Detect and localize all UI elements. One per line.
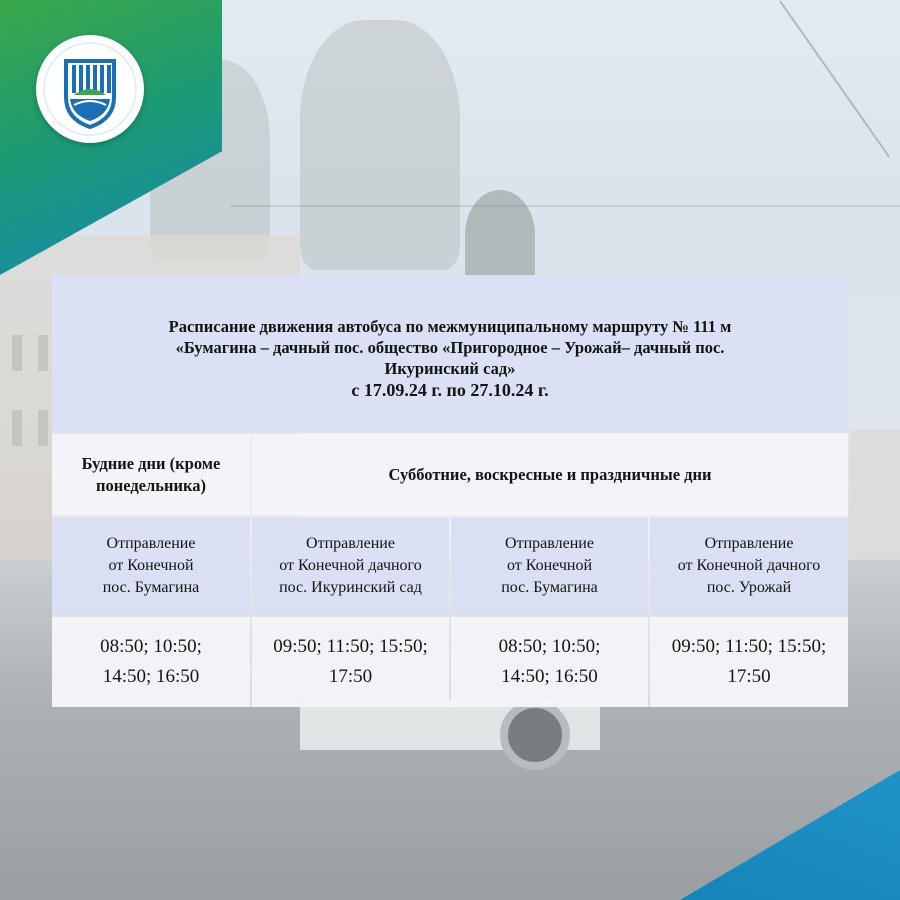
times-cell: 08:50; 10:50; 14:50; 16:50: [52, 617, 250, 707]
column-header-bumagina: Отправление от Конечной пос. Бумагина: [52, 517, 250, 615]
schedule-title: [52, 275, 848, 433]
weekdays-header: Будние дни (кроме понедельника): [52, 435, 250, 515]
column-header-urozhay: Отправление от Конечной дачного пос. Урожай: [650, 517, 848, 615]
schedule-table: [52, 275, 848, 707]
times-cell: 09:50; 11:50; 15:50; 17:50: [252, 617, 449, 707]
times-cell: 09:50; 11:50; 15:50; 17:50: [650, 617, 848, 707]
weekend-header: Субботние, воскресные и праздничные дни: [252, 435, 848, 515]
emblem-shield-icon: [36, 35, 144, 143]
times-cell: 08:50; 10:50; 14:50; 16:50: [451, 617, 648, 707]
column-header-bumagina-weekend: Отправление от Конечной пос. Бумагина: [451, 517, 648, 615]
schedule-dates: с 17.09.24 г. по 27.10.24 г.: [351, 379, 549, 400]
title-line: «Бумагина – дачный пос. общество «Пригородное – Урожай– дачный пос.: [175, 337, 725, 357]
title-line: Икуринский сад»: [384, 358, 516, 378]
column-header-ikurinsky-sad: Отправление от Конечной дачного пос. Икуринский сад: [252, 517, 449, 615]
municipal-emblem-icon: [36, 35, 144, 143]
title-line: Расписание движения автобуса по межмуниципальному маршруту № 111 м: [168, 316, 732, 336]
